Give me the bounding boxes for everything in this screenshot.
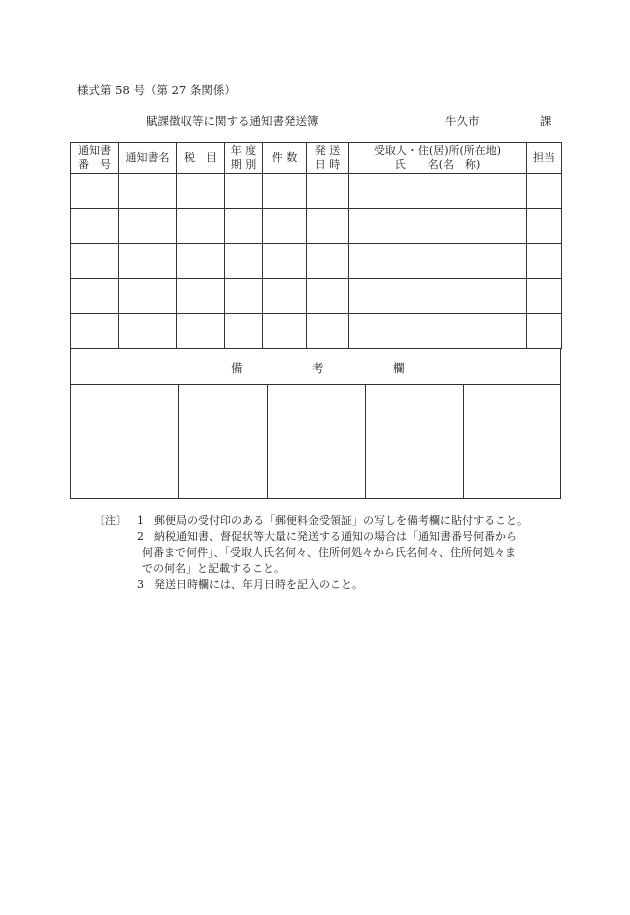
remarks-divider	[463, 385, 464, 498]
header-notice-number-line2: 番 号	[78, 158, 111, 171]
cell-fiscal-year[interactable]	[225, 174, 263, 209]
cell-count[interactable]	[263, 209, 307, 244]
note-2-line-3: での何名」と記載すること。	[142, 562, 285, 575]
note-2-line-2: 何番まで何件」、「受取人氏名何々、住所何処々から氏名何々、住所何処々ま	[142, 546, 516, 559]
note-3-number: 3	[137, 578, 144, 591]
cell-recipient[interactable]	[349, 279, 527, 314]
header-notice-name: 通知書名	[119, 143, 177, 174]
city-name: 牛久市	[445, 114, 480, 128]
cell-tax-item[interactable]	[177, 279, 225, 314]
cell-count[interactable]	[263, 174, 307, 209]
remarks-divider	[365, 385, 366, 498]
cell-sent-datetime[interactable]	[307, 209, 349, 244]
header-notice-number	[71, 143, 119, 174]
document-title: 賦課徴収等に関する通知書発送簿	[146, 114, 319, 128]
notes-label: 〔注〕	[94, 514, 127, 527]
cell-count[interactable]	[263, 279, 307, 314]
cell-sent-datetime[interactable]	[307, 314, 349, 349]
header-sent-line2: 日 時	[314, 158, 341, 171]
cell-notice-name[interactable]	[119, 279, 177, 314]
department-suffix: 課	[540, 114, 552, 128]
header-fiscal-year-line1: 年 度	[230, 144, 257, 157]
table-row	[71, 244, 562, 279]
remarks-char-3: 欄	[393, 361, 405, 375]
cell-notice-name[interactable]	[119, 244, 177, 279]
cell-recipient[interactable]	[349, 244, 527, 279]
header-recipient	[349, 143, 527, 174]
remarks-divider	[267, 385, 268, 498]
cell-staff[interactable]	[527, 279, 562, 314]
table-row	[71, 314, 562, 349]
header-sent-line1: 発 送	[314, 144, 341, 157]
header-fiscal-year-line2: 期 別	[230, 158, 257, 171]
cell-sent-datetime[interactable]	[307, 279, 349, 314]
dispatch-log-table	[70, 142, 562, 349]
cell-fiscal-year[interactable]	[225, 209, 263, 244]
remarks-char-1: 備	[231, 361, 243, 375]
note-2-line-1: 納税通知書、督促状等大量に発送する通知の場合は「通知書番号何番から	[154, 530, 517, 543]
note-2-number: 2	[137, 530, 144, 543]
note-1-number: 1	[137, 514, 144, 527]
table-row	[71, 174, 562, 209]
cell-fiscal-year[interactable]	[225, 314, 263, 349]
header-staff: 担当	[527, 143, 562, 174]
cell-notice-number[interactable]	[71, 174, 119, 209]
cell-tax-item[interactable]	[177, 314, 225, 349]
table-row	[71, 279, 562, 314]
cell-sent-datetime[interactable]	[307, 174, 349, 209]
cell-count[interactable]	[263, 314, 307, 349]
cell-staff[interactable]	[527, 314, 562, 349]
cell-recipient[interactable]	[349, 314, 527, 349]
cell-notice-number[interactable]	[71, 314, 119, 349]
cell-tax-item[interactable]	[177, 244, 225, 279]
cell-notice-number[interactable]	[71, 209, 119, 244]
note-3-text: 発送日時欄には、年月日時を記入のこと。	[154, 578, 363, 591]
cell-notice-name[interactable]	[119, 209, 177, 244]
remarks-header	[70, 349, 561, 385]
cell-notice-number[interactable]	[71, 279, 119, 314]
cell-notice-number[interactable]	[71, 244, 119, 279]
cell-tax-item[interactable]	[177, 209, 225, 244]
header-fiscal-year	[225, 143, 263, 174]
header-recipient-line2: 氏 名(名 称)	[394, 158, 481, 171]
header-tax-item: 税 目	[177, 143, 225, 174]
note-1-text: 郵便局の受付印のある「郵便料金受領証」の写しを備考欄に貼付すること。	[154, 514, 528, 527]
cell-recipient[interactable]	[349, 209, 527, 244]
cell-notice-name[interactable]	[119, 314, 177, 349]
table-header-row	[71, 143, 562, 174]
cell-staff[interactable]	[527, 174, 562, 209]
remarks-area	[70, 385, 561, 499]
cell-fiscal-year[interactable]	[225, 279, 263, 314]
cell-staff[interactable]	[527, 209, 562, 244]
table-row	[71, 209, 562, 244]
header-notice-number-line1: 通知書	[78, 144, 111, 157]
cell-fiscal-year[interactable]	[225, 244, 263, 279]
form-number: 様式第 58 号（第 27 条関係）	[77, 83, 236, 97]
header-sent-datetime	[307, 143, 349, 174]
remarks-char-2: 考	[312, 361, 324, 375]
cell-staff[interactable]	[527, 244, 562, 279]
cell-count[interactable]	[263, 244, 307, 279]
header-count: 件 数	[263, 143, 307, 174]
cell-tax-item[interactable]	[177, 174, 225, 209]
cell-sent-datetime[interactable]	[307, 244, 349, 279]
cell-recipient[interactable]	[349, 174, 527, 209]
cell-notice-name[interactable]	[119, 174, 177, 209]
remarks-divider	[178, 385, 179, 498]
header-recipient-line1: 受取人・住(居)所(所在地)	[373, 144, 502, 157]
